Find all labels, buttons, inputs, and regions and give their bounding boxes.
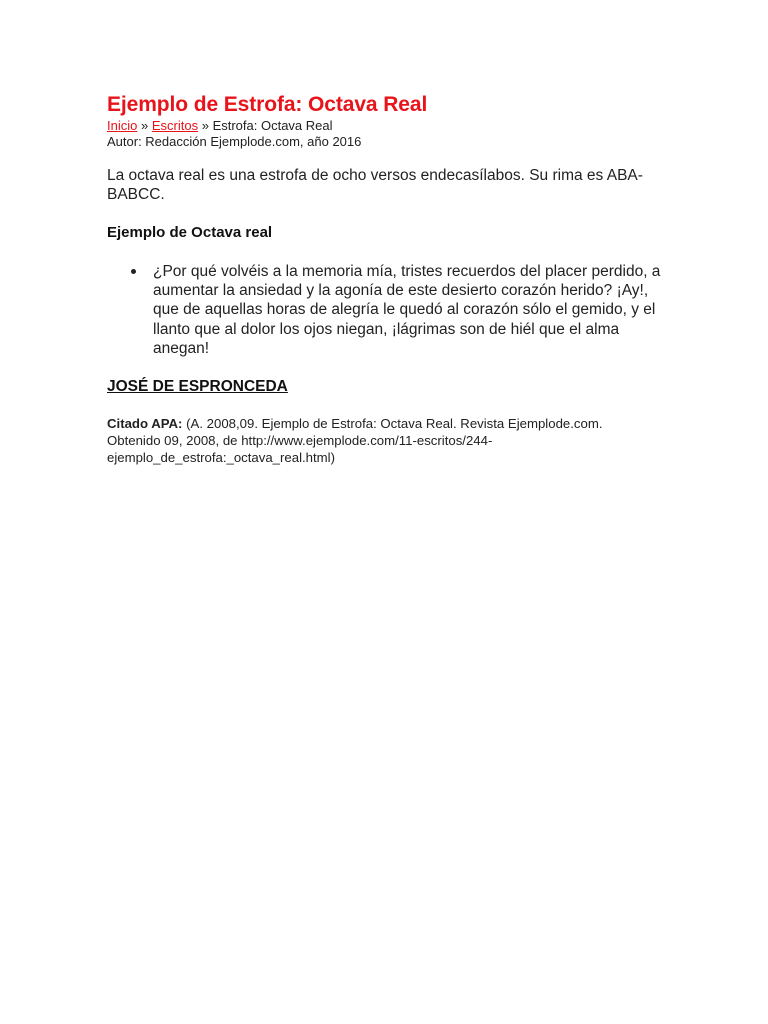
citation-text: (A. 2008,09. Ejemplo de Estrofa: Octava Real. Revista Ejemplode.com. Obtenido 09, 2008, de	[107, 416, 603, 449]
author-line: Autor: Redacción Ejemplode.com, año 2016	[107, 134, 362, 149]
citation-url-link[interactable]: http://www.ejemplode.com/11-escritos/244-ejemplo_de_estrofa:_octava_real.html	[107, 433, 493, 466]
section-heading: Ejemplo de Octava real	[107, 224, 273, 241]
page-title: Ejemplo de Estrofa: Octava Real	[107, 93, 428, 116]
poem-list	[107, 262, 667, 358]
breadcrumb-current: Estrofa: Octava Real	[212, 118, 333, 133]
breadcrumb-link-home[interactable]: Inicio	[107, 118, 138, 133]
intro-paragraph: La octava real es una estrofa de ocho versos endecasílabos. Su rima es ABA-BABCC.	[107, 167, 643, 203]
bullet-icon	[131, 269, 136, 274]
breadcrumb-link-section[interactable]: Escritos	[151, 118, 199, 133]
citation-text-end: )	[330, 450, 335, 466]
poem-text: ¿Por qué volvéis a la memoria mía, tristes recuerdos del placer perdido, a aumentar la ansiedad y la agonía de este desierto corazón herido? ¡Ay!, que de aquellas horas de alegría le quedó al corazón sólo el gemido, y el llanto que al dolor los ojos niegan, ¡lágrimas son de hiél que el alma anegan!	[153, 263, 661, 357]
breadcrumb	[107, 118, 667, 134]
citation-label: Citado APA:	[107, 416, 183, 432]
breadcrumb-separator: »	[201, 118, 209, 133]
citation	[107, 415, 657, 466]
list-item	[107, 262, 667, 358]
poem-author: JOSÉ DE ESPRONCEDA	[107, 378, 288, 396]
article	[107, 92, 667, 466]
breadcrumb-separator: »	[140, 118, 149, 133]
